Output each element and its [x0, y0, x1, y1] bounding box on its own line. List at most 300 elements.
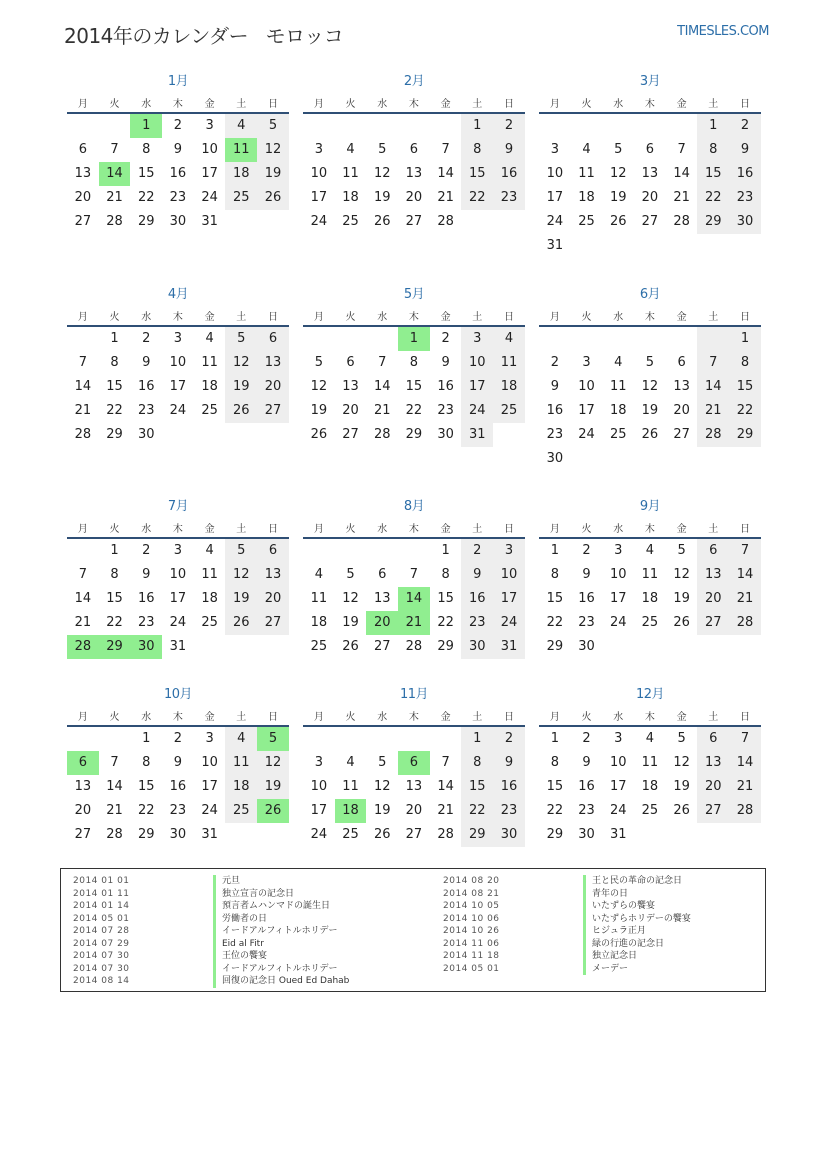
day-cell: 15: [461, 162, 493, 186]
day-cell: 21: [729, 587, 761, 611]
weekday-label: 水: [613, 99, 624, 110]
day-cell: 29: [729, 423, 761, 447]
week-row: [67, 611, 289, 635]
month-title: 1月: [167, 74, 189, 89]
day-cell: 7: [110, 142, 119, 157]
empty-cell: [225, 635, 257, 659]
weekday-label: 金: [676, 312, 687, 323]
weekday-label: 日: [503, 312, 514, 323]
day-cell: 28: [697, 423, 729, 447]
day-cell: 20: [342, 403, 359, 418]
day-cell: 8: [409, 355, 419, 370]
weekday-label: 水: [377, 524, 388, 535]
day-cell: 3: [173, 543, 183, 558]
day-cell: 21: [697, 399, 729, 423]
day-cell: 30: [729, 210, 761, 234]
day-cell: 15: [106, 379, 123, 394]
day-cell: 27: [74, 214, 92, 229]
week-row: [539, 611, 761, 635]
empty-cell: [729, 234, 761, 258]
holiday-date: 2014 05 01: [73, 913, 130, 924]
day-cell: 5: [346, 567, 355, 582]
day-cell: 27: [257, 399, 289, 423]
day-cell: 30: [461, 635, 493, 659]
day-cell: 2: [493, 114, 525, 138]
empty-cell: [697, 327, 729, 351]
week-row: [303, 751, 525, 775]
day-cell: 9: [582, 567, 591, 582]
day-cell: 12: [310, 379, 328, 394]
weekday-label: 土: [708, 99, 719, 110]
day-cell: 11: [310, 591, 328, 606]
weekday-label: 木: [408, 712, 419, 723]
week-row: [539, 399, 761, 423]
day-cell: 28: [405, 639, 423, 654]
empty-cell: [194, 423, 226, 447]
day-cell: 23: [729, 186, 761, 210]
day-cell: 30: [437, 427, 454, 442]
day-cell: 10: [461, 351, 493, 375]
weekday-label: 日: [503, 712, 514, 723]
empty-cell: [666, 114, 698, 138]
day-cell: 5: [645, 355, 655, 370]
day-cell: 13: [373, 591, 391, 606]
weekday-label: 金: [440, 312, 451, 323]
empty-cell: [67, 114, 99, 138]
day-cell: 3: [205, 118, 214, 133]
week-row: [539, 186, 761, 210]
weekday-label: 土: [708, 712, 719, 723]
day-cell: 6: [409, 142, 419, 157]
day-cell: 5: [378, 755, 387, 770]
day-cell: 29: [137, 214, 155, 229]
holiday-name: 労働者の日: [213, 913, 267, 926]
empty-cell: [257, 635, 289, 659]
weekday-label: 火: [581, 524, 592, 535]
day-cell: 1: [697, 114, 729, 138]
day-cell: 14: [74, 591, 92, 606]
day-cell: 27: [641, 214, 659, 229]
week-row: [67, 186, 289, 210]
day-cell: 18: [225, 775, 257, 799]
weekday-label: 木: [408, 99, 419, 110]
day-cell: 18: [493, 375, 525, 399]
week-row: [303, 423, 525, 447]
day-cell: 17: [609, 779, 627, 794]
day-cell: 21: [373, 403, 391, 418]
day-cell: 3: [582, 355, 591, 370]
day-cell: 3: [461, 327, 493, 351]
holiday-date: 2014 08 14: [73, 976, 130, 986]
day-cell: 15: [697, 162, 729, 186]
weekday-label: 日: [739, 312, 750, 323]
day-cell: 4: [314, 567, 323, 582]
weekday-header: [67, 705, 289, 727]
weekday-label: 月: [549, 712, 560, 723]
weekday-label: 火: [109, 712, 120, 723]
day-cell: 3: [614, 543, 623, 558]
day-cell: 11: [201, 567, 218, 582]
day-cell: 1: [461, 114, 493, 138]
day-cell: 23: [493, 799, 525, 823]
day-cell: 17: [578, 403, 595, 418]
day-cell: 20: [257, 587, 289, 611]
weekday-label: 火: [581, 712, 592, 723]
weekday-label: 木: [172, 712, 183, 723]
month-title: 4月: [167, 287, 189, 302]
day-cell: 29: [546, 827, 564, 842]
day-cell: 26: [310, 427, 328, 442]
day-cell: 4: [614, 355, 623, 370]
weekday-label: 日: [739, 712, 750, 723]
day-cell: 13: [342, 379, 359, 394]
empty-cell: [634, 635, 666, 659]
weekday-label: 日: [267, 524, 278, 535]
day-cell: 22: [461, 799, 493, 823]
day-cell: 11: [609, 379, 627, 394]
weekday-label: 金: [204, 524, 215, 535]
weekday-header: [539, 92, 761, 114]
day-cell: 22: [546, 803, 564, 818]
day-cell: 12: [257, 751, 289, 775]
day-cell: 31: [201, 827, 218, 842]
weekday-label: 木: [644, 524, 655, 535]
week-row: [67, 775, 289, 799]
day-cell: 16: [137, 379, 155, 394]
day-cell: 24: [493, 611, 525, 635]
day-cell: 21: [74, 403, 92, 418]
month-11: [303, 685, 525, 847]
page-title: 2014年のカレンダー モロッコ: [64, 24, 344, 48]
day-cell: 4: [493, 327, 525, 351]
day-cell: 12: [673, 755, 690, 770]
day-cell: 24: [201, 803, 218, 818]
day-cell: 21: [398, 611, 430, 635]
holiday-date: 2014 08 20: [443, 876, 500, 886]
day-cell: 24: [578, 427, 595, 442]
day-cell: 27: [405, 214, 423, 229]
weekday-label: 土: [472, 524, 483, 535]
day-cell: 23: [137, 615, 155, 630]
weekday-label: 土: [236, 99, 247, 110]
day-cell: 22: [437, 615, 454, 630]
day-cell: 11: [641, 567, 659, 582]
day-cell: 8: [461, 138, 493, 162]
weekday-label: 火: [109, 524, 120, 535]
empty-cell: [366, 727, 398, 751]
weekday-label: 土: [472, 712, 483, 723]
day-cell: 19: [609, 190, 627, 205]
day-cell: 21: [437, 803, 454, 818]
week-row: [303, 823, 525, 847]
week-row: [303, 539, 525, 563]
empty-cell: [571, 447, 603, 471]
empty-cell: [634, 823, 666, 847]
weekday-label: 木: [408, 524, 419, 535]
weekday-label: 月: [313, 712, 324, 723]
day-cell: 20: [641, 190, 659, 205]
day-cell: 14: [74, 379, 92, 394]
weekday-label: 水: [141, 524, 152, 535]
day-cell: 20: [405, 803, 423, 818]
weekday-label: 土: [708, 312, 719, 323]
day-cell: 24: [461, 399, 493, 423]
day-cell: 16: [493, 162, 525, 186]
empty-cell: [602, 114, 634, 138]
day-cell: 30: [493, 823, 525, 847]
day-cell: 15: [461, 775, 493, 799]
day-cell: 15: [405, 379, 423, 394]
day-cell: 1: [729, 327, 761, 351]
day-cell: 14: [437, 166, 454, 181]
weekday-label: 水: [613, 312, 624, 323]
day-cell: 17: [201, 166, 218, 181]
week-row: [67, 563, 289, 587]
day-cell: 2: [550, 355, 559, 370]
holiday-date: 2014 07 30: [73, 963, 130, 974]
day-cell: 7: [729, 727, 761, 751]
week-row: [539, 727, 761, 751]
day-cell: 12: [641, 379, 659, 394]
day-cell: 26: [673, 615, 690, 630]
month-title: 2月: [403, 74, 425, 89]
day-cell: 13: [257, 563, 289, 587]
day-cell: 23: [493, 186, 525, 210]
day-cell: 15: [437, 591, 454, 606]
holiday-name: 元旦: [213, 875, 240, 888]
week-row: [303, 563, 525, 587]
day-cell: 19: [342, 615, 359, 630]
day-cell: 25: [310, 639, 328, 654]
day-cell: 3: [205, 731, 214, 746]
empty-cell: [634, 327, 666, 351]
day-cell: 28: [729, 611, 761, 635]
day-cell: 23: [546, 427, 564, 442]
weekday-header: [67, 517, 289, 539]
day-cell: 10: [169, 567, 187, 582]
day-cell: 25: [342, 214, 359, 229]
holiday-date: 2014 08 21: [443, 888, 500, 899]
weekday-label: 水: [141, 712, 152, 723]
day-cell: 9: [461, 563, 493, 587]
weekday-label: 水: [613, 524, 624, 535]
weekday-label: 木: [172, 99, 183, 110]
day-cell: 1: [110, 543, 119, 558]
week-row: [303, 727, 525, 751]
day-cell: 11: [493, 351, 525, 375]
day-cell: 7: [729, 539, 761, 563]
empty-cell: [225, 823, 257, 847]
month-4: [67, 285, 289, 447]
day-cell: 19: [257, 775, 289, 799]
holiday-name: メーデー: [583, 963, 628, 976]
day-cell: 2: [729, 114, 761, 138]
empty-cell: [67, 327, 99, 351]
empty-cell: [666, 447, 698, 471]
month-title: 5月: [403, 287, 425, 302]
weekday-label: 月: [549, 524, 560, 535]
empty-cell: [335, 727, 367, 751]
day-cell: 10: [310, 166, 328, 181]
day-cell: 30: [137, 427, 155, 442]
week-row: [539, 114, 761, 138]
day-cell: 14: [697, 375, 729, 399]
day-cell: 28: [729, 799, 761, 823]
day-cell: 29: [106, 427, 123, 442]
empty-cell: [634, 447, 666, 471]
weekday-label: 金: [676, 712, 687, 723]
day-cell: 5: [677, 731, 686, 746]
day-cell: 9: [173, 755, 183, 770]
holiday-date: 2014 05 01: [443, 963, 500, 974]
day-cell: 24: [310, 214, 328, 229]
day-cell: 10: [609, 755, 627, 770]
day-cell: 15: [137, 779, 155, 794]
weekday-label: 日: [267, 99, 278, 110]
day-cell: 31: [169, 639, 187, 654]
holiday-date: 2014 10 26: [443, 926, 500, 936]
holiday-name: いたずらホリデーの饗宴: [583, 913, 691, 926]
day-cell: 26: [609, 214, 627, 229]
day-cell: 23: [461, 611, 493, 635]
day-cell: 27: [405, 827, 423, 842]
weekday-label: 水: [141, 312, 152, 323]
day-cell: 17: [201, 779, 218, 794]
week-row: [303, 611, 525, 635]
day-cell: 3: [173, 331, 183, 346]
day-cell: 28: [673, 214, 690, 229]
day-cell: 16: [578, 779, 595, 794]
weekday-label: 木: [408, 312, 419, 323]
day-cell: 12: [225, 563, 257, 587]
day-cell: 9: [142, 567, 151, 582]
day-cell: 6: [67, 751, 99, 775]
week-row: [539, 375, 761, 399]
day-cell: 4: [346, 142, 355, 157]
day-cell: 6: [378, 567, 387, 582]
month-7: [67, 497, 289, 659]
empty-cell: [493, 210, 525, 234]
day-cell: 3: [314, 755, 323, 770]
empty-cell: [729, 635, 761, 659]
day-cell: 14: [106, 779, 123, 794]
day-cell: 7: [441, 755, 450, 770]
day-cell: 30: [546, 451, 564, 466]
day-cell: 1: [110, 331, 119, 346]
day-cell: 4: [346, 755, 355, 770]
day-cell: 29: [461, 823, 493, 847]
day-cell: 10: [169, 355, 187, 370]
day-cell: 10: [609, 567, 627, 582]
day-cell: 16: [461, 587, 493, 611]
day-cell: 25: [578, 214, 595, 229]
weekday-header: [67, 92, 289, 114]
week-row: [67, 823, 289, 847]
day-cell: 12: [373, 779, 391, 794]
day-cell: 11: [225, 138, 257, 162]
day-cell: 3: [614, 731, 623, 746]
day-cell: 19: [310, 403, 328, 418]
day-cell: 21: [437, 190, 454, 205]
week-row: [539, 162, 761, 186]
day-cell: 4: [225, 727, 257, 751]
holiday-name: 預言者ムハンマドの誕生日: [213, 900, 330, 913]
day-cell: 22: [461, 186, 493, 210]
weekday-label: 火: [109, 99, 120, 110]
day-cell: 14: [437, 779, 454, 794]
day-cell: 5: [225, 327, 257, 351]
weekday-label: 月: [77, 99, 88, 110]
day-cell: 19: [257, 162, 289, 186]
day-cell: 28: [437, 827, 454, 842]
weekday-label: 月: [549, 99, 560, 110]
day-cell: 25: [225, 799, 257, 823]
day-cell: 9: [142, 355, 151, 370]
day-cell: 16: [137, 591, 155, 606]
holiday-date: 2014 01 14: [73, 901, 130, 911]
day-cell: 30: [578, 639, 595, 654]
day-cell: 23: [169, 190, 187, 205]
holiday-date: 2014 01 01: [73, 876, 130, 886]
day-cell: 24: [169, 403, 187, 418]
day-cell: 19: [673, 779, 690, 794]
week-row: [67, 210, 289, 234]
empty-cell: [571, 327, 603, 351]
day-cell: 21: [106, 190, 123, 205]
day-cell: 17: [310, 190, 328, 205]
day-cell: 18: [310, 615, 328, 630]
day-cell: 8: [697, 138, 729, 162]
week-row: [67, 587, 289, 611]
holiday-date: 2014 07 29: [73, 938, 130, 949]
brand-link[interactable]: TIMESLES.COM: [677, 24, 769, 39]
day-cell: 2: [142, 331, 151, 346]
month-10: [67, 685, 289, 847]
week-row: [539, 775, 761, 799]
day-cell: 3: [550, 142, 559, 157]
weekday-label: 水: [141, 99, 152, 110]
day-cell: 14: [373, 379, 391, 394]
day-cell: 6: [257, 539, 289, 563]
day-cell: 10: [578, 379, 595, 394]
day-cell: 13: [641, 166, 659, 181]
empty-cell: [99, 727, 131, 751]
empty-cell: [493, 423, 525, 447]
holiday-list: [60, 868, 766, 992]
week-row: [303, 162, 525, 186]
empty-cell: [539, 114, 571, 138]
day-cell: 22: [137, 190, 155, 205]
weekday-label: 月: [313, 99, 324, 110]
empty-cell: [335, 114, 367, 138]
day-cell: 24: [310, 827, 328, 842]
day-cell: 29: [405, 427, 423, 442]
empty-cell: [99, 114, 131, 138]
weekday-header: [303, 92, 525, 114]
day-cell: 7: [697, 351, 729, 375]
weekday-label: 月: [313, 312, 324, 323]
week-row: [539, 447, 761, 471]
weekday-label: 金: [440, 99, 451, 110]
day-cell: 10: [546, 166, 564, 181]
day-cell: 14: [99, 162, 131, 186]
week-row: [539, 423, 761, 447]
day-cell: 31: [461, 423, 493, 447]
day-cell: 3: [493, 539, 525, 563]
day-cell: 5: [225, 539, 257, 563]
day-cell: 25: [493, 399, 525, 423]
day-cell: 10: [201, 142, 218, 157]
